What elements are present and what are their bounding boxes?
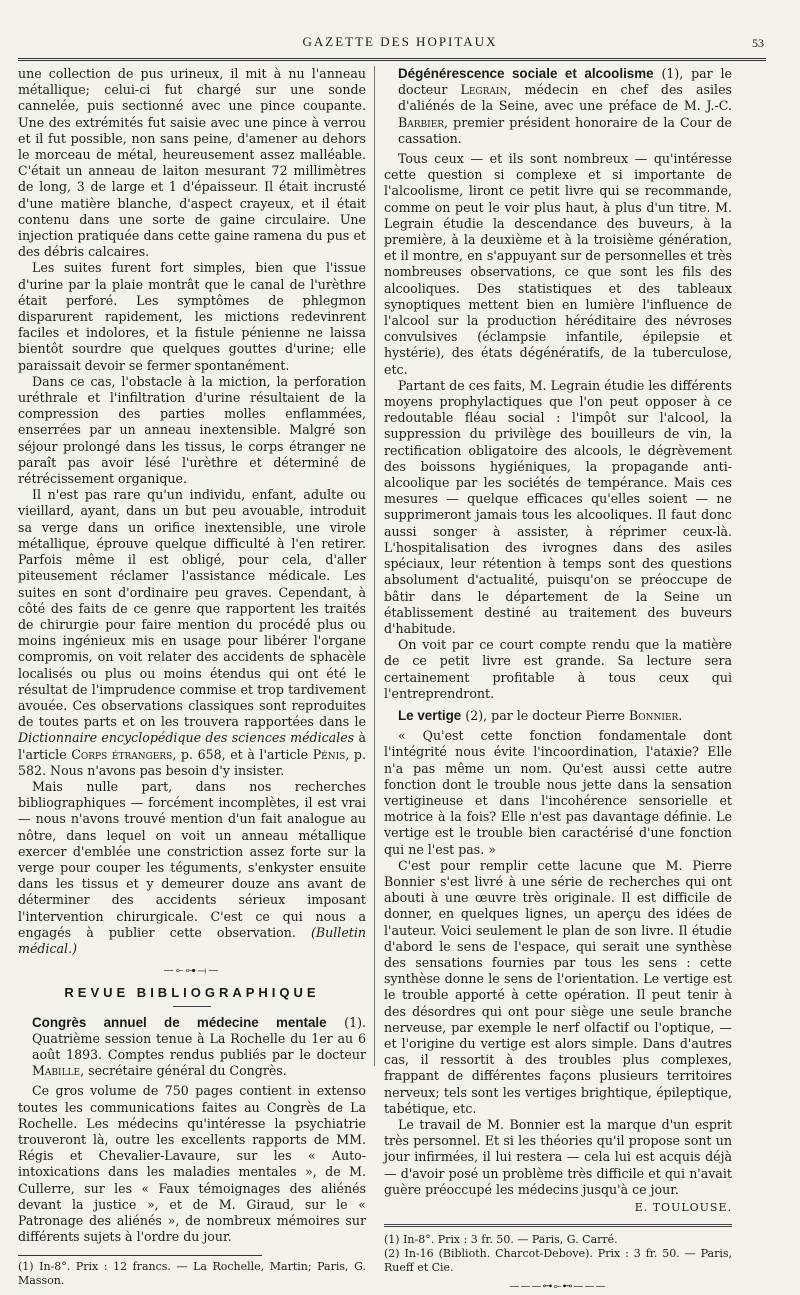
page-number: 53 <box>752 36 764 50</box>
page-header <box>0 34 800 54</box>
paragraph-text: Mais nulle part, dans nos recherches bibliographiques — forcément incomplètes, il est vrai — nous n'avons trouvé mention d'un fait analogue au nôtre, dans lequel on voit un anneau métallique exercer d'emblée une constriction assez forte sur la verge pour couper les téguments, s'enkyster ensuite dans les tissus et y demeurer douze ans avant de déterminer des accidents sérieux imposant l'intervention chirurgicale. C'est ce qui nous a engagés à publier cette observation. <box>18 778 366 940</box>
dictionary-title: Dictionnaire encyclopédique des sciences médicales <box>18 730 355 746</box>
paragraph: Ce gros volume de 750 pages contient in extenso toutes les communications faites au Congrès de La Rochelle. Les médecins qu'intéresse la psychiatrie trouveront là, outre les excellents rapports de MM. Régis et Chevalier-Lavaure, sur les « Auto-intoxications dans les maladies mentales », de M. Cullerre, sur les « Faux témoignages des aliénés devant la justice », et de M. Giraud, sur le « Patronage des aliénés », de nombreux mémoires sur différents sujets à l'ordre du jour. <box>18 1083 366 1245</box>
end-ornament: ———⊶⟜⊷——— <box>509 1281 607 1293</box>
review-details: , médecin en chef des asiles d'aliénés de la Seine, avec une préface de M. J.-C. <box>398 82 732 114</box>
footnote-rule <box>18 1255 262 1256</box>
review-details: (2), par le docteur Pierre <box>465 707 625 723</box>
journal-title: GAZETTE DES HOPITAUX <box>302 34 498 49</box>
review-title: Le vertige <box>398 707 462 723</box>
review-title: Dégénérescence sociale et alcoolisme <box>398 66 654 81</box>
review-details: (1), par le docteur <box>398 66 732 98</box>
paragraph <box>18 779 366 957</box>
paragraph: Les suites furent fort simples, bien que l'issue d'urine par la plaie montrât que le canal de l'urèthre était perforé. Les symptômes de phlegmon disparurent rapidement, les mictions redevinrent faciles et indolores, et la fistule pénienne ne laissa bientôt sourdre que quelques gouttes d'urine; elle paraissait devoir se fermer spontanément. <box>18 260 366 373</box>
review-title: Congrès annuel de médecine mentale <box>32 1014 327 1030</box>
paragraph: Le travail de M. Bonnier est la marque d'un esprit très personnel. Et si les théories qu'il propose sont un jour infirmées, il lui restera — cela lui est acquis déjà — d'avoir posé un problème très difficile et qui n'avait guère préoccupé les médecins jusqu'à ce jour. <box>384 1117 732 1197</box>
column-divider <box>374 66 375 1066</box>
article-name: Corps étrangers <box>71 746 173 762</box>
header-rule <box>18 58 766 61</box>
paragraph-text: Il n'est pas rare qu'un individu, enfant, adulte ou vieillard, ayant, dans un but peu avouable, introduit sa verge dans un orifice inextensible, une virole métallique, éprouve quelque difficulté à l'en retirer. Parfois même il est obligé, pour cela, d'aller piteusement réclamer l'assistance médicale. Les suites en sont d'ordinaire peu graves. Cependant, à côté des faits de ce genre que rapportent les traités de chirurgie pour faire mention du procédé plus ou moins ingénieux mis en usage pour libérer l'organe compromis, on voit relater des accidents de sphacèle localisés ou plus ou moins étendus qui ont été le résultat de l'imprudence commise et trop tardivement avouée. Ces observations classiques sont reproduites de toutes parts et on les trouvera rapportées dans le <box>18 487 366 730</box>
footnote: (2) In-16 (Biblioth. Charcot-Debove). Prix : 3 fr. 50. — Paris, Rueff et Cie. <box>384 1247 732 1275</box>
review-heading: Le vertige (2), par le docteur Pierre Bonnier. <box>398 707 683 723</box>
review-details: (1). Quatrième session tenue à La Rochelle du 1er au 6 août 1893. Comptes rendus publiés par le docteur <box>32 1014 366 1062</box>
review-author: Bonnier <box>629 707 679 723</box>
footnote: (1) In-8°. Prix : 12 francs. — La Rochelle, Martin; Paris, G. Masson. <box>18 1260 366 1288</box>
review-heading <box>384 66 732 147</box>
paragraph: On voit par ce court compte rendu que la matière de ce petit livre est grande. Sa lecture sera certainement profitable à tous ceux qui l'entreprendront. <box>384 637 732 701</box>
ornament-separator: —⟜⊶⟞— <box>163 965 221 977</box>
paragraph: Tous ceux — et ils sont nombreux — qu'intéresse cette question si complexe et si importante de l'alcoolisme, liront ce petit livre qui se recommande, comme on peut le voir plus haut, à plus d'un titre. M. Legrain étudie la descendance des buveurs, à la première, à la deuxième et à la troisième génération, et il montre, en s'appuyant sur de personnelles et très nombreuses observations, ce que sont les fils des alcooliques. Des statistiques et des tableaux synoptiques mettent bien en lumière l'influence de l'alcool sur la production héréditaire des névroses convulsives (éclampsie infantile, épilepsie et hystérie), des états dégénératifs, de la tuberculose, etc. <box>384 151 732 377</box>
paragraph-text: , p. 582. Nous n'avons pas besoin d'y insister. <box>18 746 366 778</box>
paragraph: une collection de pus urineux, il mit à nu l'anneau métallique; celui-ci fut chargé sur une sonde cannelée, puis sectionné avec une pince coupante. Une des extrémités fut saisie avec une pince à verrou et il fut possible, non sans peine, d'amener au dehors le morceau de métal, heureusement assez malléable. C'était un anneau de laiton mesurant 72 millimètres de long, 3 de large et 1 d'épaisseur. Il était incrusté d'une matière blanche, d'aspect crayeux, et il était contenu dans une sorte de gaine circulaire. Une injection pratiquée dans cette gaine ramena du pus et des débris calcaires. <box>18 66 366 260</box>
right-column <box>384 66 732 1293</box>
section-rule <box>173 1006 211 1007</box>
review-author: Mabille <box>32 1063 81 1079</box>
signature: E. TOULOUSE. <box>634 1201 732 1215</box>
preface-author: Barbier <box>398 114 445 130</box>
article-name: Pénis <box>312 746 346 762</box>
source-citation: (Bulletin médical.) <box>18 924 366 956</box>
review-author: Legrain <box>460 82 508 98</box>
paragraph: Dans ce cas, l'obstacle à la miction, la perforation uréthrale et l'infiltration d'urine résultaient de la compression des parties molles enflammées, enserrées par un anneau inextensible. Malgré son séjour prolongé dans les tissus, le corps étranger ne paraît pas avoir lésé l'urèthre et déterminé de rétrécissement organique. <box>18 373 366 487</box>
paragraph: Partant de ces faits, M. Legrain étudie les différents moyens prophylactiques que l'on peut opposer à ce redoutable fléau social : l'impôt sur l'alcool, la suppression du privilège des bouilleurs de vin, la rectification obligatoire des alcools, le dégrèvement des boissons hygiéniques, la propagande anti-alcoolique par les sociétés de tempérance. Mais ces mesures — quelque efficaces qu'elles soient — ne supprimeront jamais tous les alcooliques. Il faut donc aussi songer à assister, à réprimer ceux-là. L'hospitalisation des ivrognes dans des asiles spéciaux, leur rétention à temps sont des questions absolument d'actualité, puisqu'on se préoccupe de bâtir dans le département de la Seine un établissement destiné au traitement des buveurs d'habitude. <box>384 377 732 636</box>
paragraph: « Qu'est cette fonction fondamentale dont l'intégrité nous évite l'incoordination, l'ataxie? Elle n'a pas même un nom. Qu'est aussi cette autre fonction dont le trouble nous jette dans la sensation vertigineuse et dans l'incohérence sensorielle et motrice à la fois? Elle n'est pas davantage définie. Le vertige est le trouble bien caractérisé d'une fonction qui ne l'est pas. » <box>384 728 732 857</box>
paragraph-text: , p. 658, et à l'article <box>172 746 309 762</box>
review-heading <box>18 1015 366 1080</box>
section-title: REVUE BIBLIOGRAPHIQUE <box>64 985 320 1001</box>
paragraph <box>18 487 366 779</box>
footnote-rule <box>384 1224 732 1227</box>
paragraph: C'est pour remplir cette lacune que M. Pierre Bonnier s'est livré à une série de recherches qui ont abouti à une œuvre très originale. Il est difficile de donner, en quelques lignes, un aperçu des idées de l'auteur. Voici seulement le plan de son livre. Il étudie d'abord le sens de l'espace, qui serait une synthèse des sensations fournies par tous les sens : cette synthèse donne le sens de l'orientation. Le vertige est le trouble apporté à cette opération. Il peut tenir à des désordres qui ont pour siège une seule branche nerveuse, par exemple le nerf olfactif ou l'optique, — et l'origine du vertige est alors simple. Dans d'autres cas, il ressortit à des troubles plus complexes, frappant de différentes façons plusieurs territoires nerveux; tels sont les vertiges brightique, épileptique, tabétique, etc. <box>384 857 732 1116</box>
left-column <box>18 66 366 1288</box>
review-details: , premier président honoraire de la Cour de cassation. <box>398 114 732 146</box>
footnote: (1) In-8°. Prix : 3 fr. 50. — Paris, G. Carré. <box>384 1233 618 1247</box>
paragraph-text: à l'article <box>18 730 366 762</box>
review-details: , secrétaire général du Congrès. <box>80 1063 287 1079</box>
